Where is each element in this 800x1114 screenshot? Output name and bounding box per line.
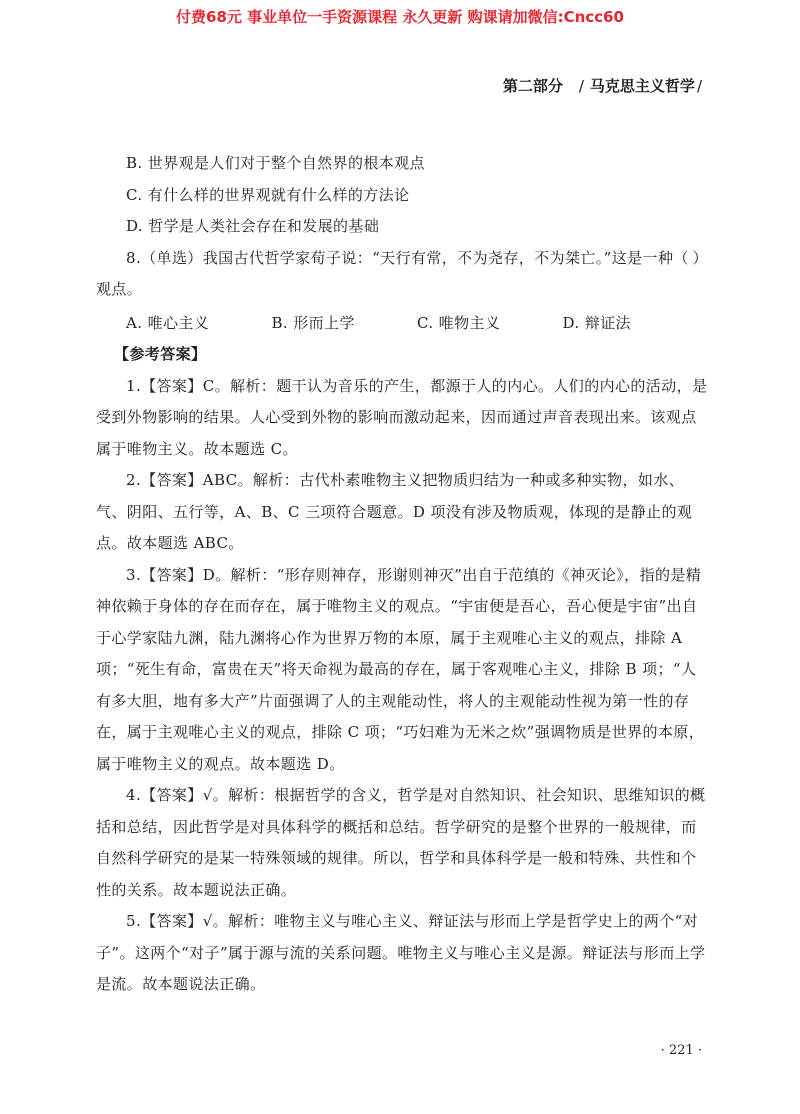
- header-part: 第二部分: [502, 77, 563, 95]
- running-header: [503, 75, 702, 96]
- page-body: [96, 148, 708, 1001]
- question-8-continuation: 观点。: [96, 280, 143, 298]
- q8-option-a: A. 唯心主义: [126, 313, 210, 332]
- page-number: · 221 ·: [660, 1043, 702, 1058]
- header-separator: /: [578, 77, 584, 95]
- q8-option-c: C. 唯物主义: [417, 313, 501, 332]
- answer-1: 1.【答案】C。解析：题干认为音乐的产生，都源于人的内心。人们的内心的活动，是受到外物影响的结果。人心受到外物的影响而激动起来，因而通过声音表现出来。该观点属于唯物主义。故本题选 C。: [96, 376, 708, 458]
- question-8-options: [96, 308, 708, 340]
- question-8-text: 8.（单选）我国古代哲学家荀子说：“天行有常，不为尧存，不为桀亡。”这是一种（: [126, 248, 689, 267]
- option-c: C. 有什么样的世界观就有什么样的方法论: [126, 185, 410, 204]
- header-subject: 马克思主义哲学: [589, 77, 695, 95]
- answers-title: 【参考答案】: [114, 345, 207, 363]
- header-separator-end: /: [696, 77, 702, 95]
- answer-3: 3.【答案】D。解析：“形存则神存，形谢则神灭”出自于范缜的《神灭论》，指的是精神依赖于身体的存在而存在，属于唯物主义的观点。“宇宙便是吾心，吾心便是宇宙”出自于心学家陆九渊，陆九渊将心作为世界万物的本原，属于主观唯心主义的观点，排除 A 项；“死生有命，富贵在天”将天命视为最高的存在，属于客观唯心主义，排除 B 项；“人有多大胆，地有多大产”片面强调了人的主观能动性，将人的主观能动性视为第一性的存在，属于主观唯心主义的观点，排除 C 项；“巧妇难为无米之炊”强调物质是世界的本原，属于唯物主义的观点。故本题选 D。: [96, 565, 705, 773]
- q8-option-b: B. 形而上学: [271, 313, 355, 332]
- question-8: [96, 243, 708, 275]
- question-8-blank: ）: [692, 248, 708, 267]
- option-b: B. 世界观是人们对于整个自然界的根本观点: [126, 154, 425, 172]
- ad-banner: 付费68元 事业单位一手资源课程 永久更新 购课请加微信:Cncc60: [176, 8, 624, 26]
- answer-2: 2.【答案】ABC。解析：古代朴素唯物主义把物质归结为一种或多种实物，如水、气、阴阳、五行等，A、B、C 三项符合题意。D 项没有涉及物质观，体现的是静止的观点。故本题选 ABC。: [96, 471, 693, 552]
- answer-5: 5.【答案】√。解析：唯物主义与唯心主义、辩证法与形而上学是哲学史上的两个“对子”。这两个“对子”属于源与流的关系问题。唯物主义与唯心主义是源。辩证法与形而上学是流。故本题说法正确。: [96, 912, 706, 993]
- option-d: D. 哲学是人类社会存在和发展的基础: [126, 217, 380, 235]
- answer-4: 4.【答案】√。解析：根据哲学的含义，哲学是对自然知识、社会知识、思维知识的概括和总结，因此哲学是对具体科学的概括和总结。哲学研究的是整个世界的一般规律，而自然科学研究的是某一特殊领域的规律。所以，哲学和具体科学是一般和特殊、共性和个性的关系。故本题说法正确。: [96, 786, 706, 899]
- q8-option-d: D. 辩证法: [562, 313, 631, 332]
